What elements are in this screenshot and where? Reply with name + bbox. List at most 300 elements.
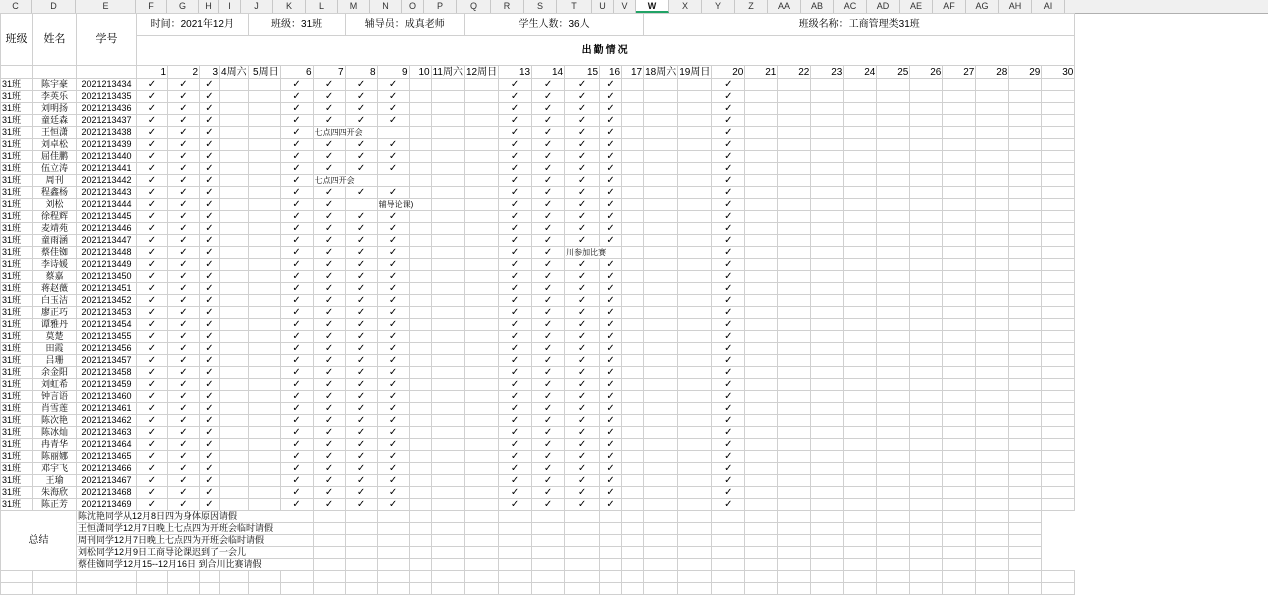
cell-name[interactable]: 冉青华 <box>33 439 77 451</box>
column-header-q[interactable]: Q <box>457 0 491 13</box>
empty-cell[interactable] <box>877 511 910 523</box>
cell-day-4[interactable] <box>220 331 249 343</box>
cell-day-15[interactable]: ✓ <box>565 487 600 499</box>
cell-day-19[interactable] <box>678 235 712 247</box>
cell-day-16[interactable]: ✓ <box>600 319 622 331</box>
cell-day-8[interactable]: ✓ <box>345 283 377 295</box>
cell-day-21[interactable] <box>745 475 778 487</box>
cell-day-20[interactable]: ✓ <box>712 379 745 391</box>
cell-day-1[interactable]: ✓ <box>137 259 168 271</box>
cell-day-17[interactable] <box>622 79 644 91</box>
cell-day-19[interactable] <box>678 415 712 427</box>
cell-day-1[interactable]: ✓ <box>137 451 168 463</box>
cell-day-3[interactable]: ✓ <box>200 307 220 319</box>
cell-id[interactable]: 2021213463 <box>77 427 137 439</box>
cell-day-23[interactable] <box>811 475 844 487</box>
cell-class[interactable]: 31班 <box>1 475 33 487</box>
empty-cell[interactable] <box>844 535 877 547</box>
cell-day-14[interactable]: ✓ <box>532 211 565 223</box>
cell-day-25[interactable] <box>877 475 910 487</box>
cell-day-24[interactable] <box>844 319 877 331</box>
cell-day-4[interactable] <box>220 271 249 283</box>
cell-day-10[interactable] <box>409 163 431 175</box>
cell-day-30[interactable] <box>1042 187 1075 199</box>
day-header-12[interactable]: 12周日 <box>465 66 498 78</box>
cell-day-13[interactable]: ✓ <box>499 367 532 379</box>
table-row[interactable] <box>1 175 1075 187</box>
cell-day-3[interactable]: ✓ <box>200 499 220 511</box>
empty-cell[interactable] <box>644 535 678 547</box>
cell-day-2[interactable]: ✓ <box>168 391 200 403</box>
cell-day-17[interactable] <box>622 439 644 451</box>
cell-day-14[interactable]: ✓ <box>532 403 565 415</box>
cell-name[interactable]: 王恒潇 <box>33 127 77 139</box>
cell-day-28[interactable] <box>976 499 1009 511</box>
cell-day-8[interactable]: ✓ <box>345 139 377 151</box>
cell-day-5[interactable] <box>248 487 280 499</box>
cell-day-14[interactable]: ✓ <box>532 487 565 499</box>
cell-day-23[interactable] <box>811 415 844 427</box>
empty-cell[interactable] <box>565 523 600 535</box>
cell-day-26[interactable] <box>910 151 943 163</box>
cell-day-14[interactable]: ✓ <box>532 187 565 199</box>
cell-day-30[interactable] <box>1042 391 1075 403</box>
cell-day-24[interactable] <box>844 259 877 271</box>
cell-day-29[interactable] <box>1009 247 1042 259</box>
cell-day-24[interactable] <box>844 403 877 415</box>
cell-day-7[interactable]: ✓ <box>313 199 345 211</box>
cell-note[interactable]: 七点四开会 <box>313 175 377 187</box>
cell-name[interactable]: 田霞 <box>33 343 77 355</box>
cell-day-29[interactable] <box>1009 451 1042 463</box>
cell-day-6[interactable]: ✓ <box>280 163 313 175</box>
cell-day-2[interactable]: ✓ <box>168 151 200 163</box>
cell-day-14[interactable]: ✓ <box>532 91 565 103</box>
cell-day-7[interactable]: ✓ <box>313 331 345 343</box>
column-header-g[interactable]: G <box>167 0 199 13</box>
cell-id[interactable]: 2021213466 <box>77 463 137 475</box>
empty-cell[interactable] <box>778 547 811 559</box>
cell-day-2[interactable]: ✓ <box>168 175 200 187</box>
column-header-s[interactable]: S <box>524 0 557 13</box>
cell-day-23[interactable] <box>811 259 844 271</box>
cell-day-8[interactable]: ✓ <box>345 343 377 355</box>
table-row[interactable] <box>1 187 1075 199</box>
cell-day-2[interactable]: ✓ <box>168 331 200 343</box>
cell-day-29[interactable] <box>1009 115 1042 127</box>
summary-row[interactable] <box>1 559 1075 571</box>
cell-day-26[interactable] <box>910 319 943 331</box>
cell-day-17[interactable] <box>622 307 644 319</box>
empty-cell[interactable] <box>280 571 313 583</box>
cell-day-29[interactable] <box>1009 367 1042 379</box>
cell-day-5[interactable] <box>248 187 280 199</box>
cell-day-10[interactable] <box>409 271 431 283</box>
empty-cell[interactable] <box>745 523 778 535</box>
cell-day-12[interactable] <box>464 271 498 283</box>
cell-day-1[interactable]: ✓ <box>137 463 168 475</box>
header-name-col[interactable]: 姓名 <box>33 14 77 66</box>
cell-day-9[interactable]: ✓ <box>377 427 409 439</box>
cell-day-16[interactable]: ✓ <box>600 139 622 151</box>
empty-cell[interactable] <box>345 571 377 583</box>
cell-day-25[interactable] <box>877 427 910 439</box>
cell-day-4[interactable] <box>220 463 249 475</box>
cell-day-7[interactable]: ✓ <box>313 235 345 247</box>
cell-day-25[interactable] <box>877 91 910 103</box>
cell-day-10[interactable] <box>409 463 431 475</box>
cell-day-29[interactable] <box>1009 499 1042 511</box>
cell-day-29[interactable] <box>1009 91 1042 103</box>
cell-day-3[interactable]: ✓ <box>200 211 220 223</box>
column-header-n[interactable]: N <box>370 0 402 13</box>
cell-day-9[interactable] <box>377 175 409 187</box>
table-row[interactable] <box>1 427 1075 439</box>
cell-day-27[interactable] <box>943 415 976 427</box>
cell-day-13[interactable]: ✓ <box>499 427 532 439</box>
cell-day-7[interactable]: ✓ <box>313 307 345 319</box>
cell-day-12[interactable] <box>464 331 498 343</box>
cell-day-30[interactable] <box>1042 91 1075 103</box>
cell-day-11[interactable] <box>431 103 464 115</box>
cell-day-1[interactable]: ✓ <box>137 379 168 391</box>
cell-day-14[interactable]: ✓ <box>532 319 565 331</box>
cell-day-16[interactable]: ✓ <box>600 463 622 475</box>
empty-cell[interactable] <box>678 547 712 559</box>
day-header-11[interactable]: 11周六 <box>432 66 463 78</box>
empty-cell[interactable] <box>532 547 565 559</box>
cell-day-15[interactable]: ✓ <box>565 151 600 163</box>
cell-day-20[interactable]: ✓ <box>712 175 745 187</box>
cell-id[interactable]: 2021213468 <box>77 487 137 499</box>
empty-cell[interactable] <box>622 571 644 583</box>
empty-cell[interactable] <box>712 523 745 535</box>
cell-class[interactable]: 31班 <box>1 127 33 139</box>
cell-day-21[interactable] <box>745 103 778 115</box>
cell-day-27[interactable] <box>943 307 976 319</box>
cell-day-28[interactable] <box>976 187 1009 199</box>
empty-cell[interactable] <box>220 571 249 583</box>
cell-day-25[interactable] <box>877 151 910 163</box>
day-header-16[interactable]: 16 <box>600 66 622 79</box>
cell-day-25[interactable] <box>877 247 910 259</box>
cell-day-11[interactable] <box>431 463 464 475</box>
cell-name[interactable]: 钟言语 <box>33 391 77 403</box>
cell-class[interactable]: 31班 <box>1 463 33 475</box>
cell-day-1[interactable]: ✓ <box>137 247 168 259</box>
cell-id[interactable]: 2021213469 <box>77 499 137 511</box>
cell-day-3[interactable]: ✓ <box>200 139 220 151</box>
cell-day-25[interactable] <box>877 115 910 127</box>
cell-day-7[interactable]: ✓ <box>313 151 345 163</box>
cell-day-13[interactable]: ✓ <box>499 343 532 355</box>
empty-cell[interactable] <box>377 571 409 583</box>
cell-day-21[interactable] <box>745 427 778 439</box>
cell-day-8[interactable]: ✓ <box>345 379 377 391</box>
cell-day-24[interactable] <box>844 451 877 463</box>
cell-day-5[interactable] <box>248 175 280 187</box>
cell-class[interactable]: 31班 <box>1 487 33 499</box>
cell-day-29[interactable] <box>1009 151 1042 163</box>
cell-day-3[interactable]: ✓ <box>200 163 220 175</box>
empty-cell[interactable] <box>600 535 622 547</box>
cell-day-22[interactable] <box>778 115 811 127</box>
empty-cell[interactable] <box>976 511 1009 523</box>
cell-day-21[interactable] <box>745 271 778 283</box>
cell-day-26[interactable] <box>910 283 943 295</box>
cell-day-26[interactable] <box>910 331 943 343</box>
empty-cell[interactable] <box>745 547 778 559</box>
cell-day-30[interactable] <box>1042 403 1075 415</box>
cell-day-23[interactable] <box>811 175 844 187</box>
cell-day-17[interactable] <box>622 259 644 271</box>
cell-day-28[interactable] <box>976 379 1009 391</box>
cell-class[interactable]: 31班 <box>1 199 33 211</box>
cell-day-12[interactable] <box>464 235 498 247</box>
cell-day-18[interactable] <box>644 175 678 187</box>
cell-day-1[interactable]: ✓ <box>137 391 168 403</box>
cell-day-12[interactable] <box>464 199 498 211</box>
column-header-u[interactable]: U <box>592 0 614 13</box>
cell-day-3[interactable]: ✓ <box>200 439 220 451</box>
cell-class[interactable]: 31班 <box>1 151 33 163</box>
cell-day-1[interactable]: ✓ <box>137 151 168 163</box>
cell-day-4[interactable] <box>220 127 249 139</box>
cell-day-9[interactable]: ✓ <box>377 463 409 475</box>
cell-day-12[interactable] <box>464 127 498 139</box>
cell-day-18[interactable] <box>644 391 678 403</box>
cell-day-21[interactable] <box>745 355 778 367</box>
empty-cell[interactable] <box>600 583 622 595</box>
cell-day-15[interactable]: ✓ <box>565 439 600 451</box>
cell-day-15[interactable]: ✓ <box>565 475 600 487</box>
cell-day-3[interactable]: ✓ <box>200 247 220 259</box>
cell-day-21[interactable] <box>745 151 778 163</box>
empty-cell[interactable] <box>377 559 409 571</box>
day-header-5[interactable]: 5周日 <box>248 66 280 79</box>
cell-day-4[interactable] <box>220 439 249 451</box>
cell-day-20[interactable]: ✓ <box>712 331 745 343</box>
cell-day-13[interactable]: ✓ <box>499 379 532 391</box>
cell-day-27[interactable] <box>943 319 976 331</box>
cell-day-1[interactable]: ✓ <box>137 283 168 295</box>
cell-day-3[interactable]: ✓ <box>200 391 220 403</box>
cell-day-5[interactable] <box>248 439 280 451</box>
cell-day-5[interactable] <box>248 223 280 235</box>
cell-class[interactable]: 31班 <box>1 91 33 103</box>
cell-id[interactable]: 2021213450 <box>77 271 137 283</box>
cell-day-24[interactable] <box>844 367 877 379</box>
cell-day-21[interactable] <box>745 451 778 463</box>
cell-day-21[interactable] <box>745 235 778 247</box>
cell-day-20[interactable]: ✓ <box>712 487 745 499</box>
cell-id[interactable]: 2021213440 <box>77 151 137 163</box>
cell-day-4[interactable] <box>220 355 249 367</box>
cell-day-11[interactable] <box>431 115 464 127</box>
cell-day-28[interactable] <box>976 199 1009 211</box>
cell-day-26[interactable] <box>910 187 943 199</box>
cell-day-27[interactable] <box>943 343 976 355</box>
cell-day-2[interactable]: ✓ <box>168 223 200 235</box>
cell-day-1[interactable]: ✓ <box>137 127 168 139</box>
cell-day-19[interactable] <box>678 307 712 319</box>
cell-day-8[interactable]: ✓ <box>345 151 377 163</box>
cell-day-26[interactable] <box>910 415 943 427</box>
cell-day-12[interactable] <box>464 151 498 163</box>
cell-day-23[interactable] <box>811 79 844 91</box>
empty-cell[interactable] <box>678 583 712 595</box>
empty-cell[interactable] <box>532 571 565 583</box>
cell-day-21[interactable] <box>745 295 778 307</box>
empty-cell[interactable] <box>532 559 565 571</box>
cell-day-10[interactable] <box>409 79 431 91</box>
empty-cell[interactable] <box>622 511 644 523</box>
cell-day-13[interactable]: ✓ <box>499 103 532 115</box>
cell-day-29[interactable] <box>1009 331 1042 343</box>
cell-day-5[interactable] <box>248 319 280 331</box>
cell-day-4[interactable] <box>220 415 249 427</box>
cell-day-15[interactable]: ✓ <box>565 235 600 247</box>
cell-day-3[interactable]: ✓ <box>200 235 220 247</box>
cell-day-20[interactable]: ✓ <box>712 283 745 295</box>
cell-id[interactable]: 2021213434 <box>77 79 137 91</box>
cell-day-15[interactable]: ✓ <box>565 451 600 463</box>
cell-day-18[interactable] <box>644 295 678 307</box>
cell-day-11[interactable] <box>431 295 464 307</box>
cell-day-19[interactable] <box>678 475 712 487</box>
cell-day-30[interactable] <box>1042 79 1075 91</box>
cell-day-24[interactable] <box>844 271 877 283</box>
cell-day-21[interactable] <box>745 175 778 187</box>
cell-day-13[interactable]: ✓ <box>499 187 532 199</box>
cell-day-8[interactable]: ✓ <box>345 499 377 511</box>
cell-day-7[interactable]: ✓ <box>313 295 345 307</box>
cell-day-24[interactable] <box>844 199 877 211</box>
cell-day-23[interactable] <box>811 403 844 415</box>
day-header-14[interactable]: 14 <box>532 66 565 79</box>
cell-day-19[interactable] <box>678 487 712 499</box>
cell-day-20[interactable]: ✓ <box>712 259 745 271</box>
cell-day-5[interactable] <box>248 379 280 391</box>
cell-day-4[interactable] <box>220 403 249 415</box>
cell-day-11[interactable] <box>431 307 464 319</box>
empty-cell[interactable] <box>778 523 811 535</box>
cell-day-18[interactable] <box>644 331 678 343</box>
cell-day-19[interactable] <box>678 355 712 367</box>
cell-day-18[interactable] <box>644 475 678 487</box>
cell-day-28[interactable] <box>976 259 1009 271</box>
empty-cell[interactable] <box>1009 559 1042 571</box>
empty-cell[interactable] <box>499 571 532 583</box>
cell-day-7[interactable]: ✓ <box>313 451 345 463</box>
cell-day-5[interactable] <box>248 79 280 91</box>
cell-id[interactable]: 2021213437 <box>77 115 137 127</box>
cell-day-26[interactable] <box>910 355 943 367</box>
cell-day-17[interactable] <box>622 139 644 151</box>
cell-day-13[interactable]: ✓ <box>499 115 532 127</box>
cell-day-5[interactable] <box>248 259 280 271</box>
cell-id[interactable]: 2021213446 <box>77 223 137 235</box>
cell-day-25[interactable] <box>877 487 910 499</box>
cell-name[interactable]: 朱海欣 <box>33 487 77 499</box>
cell-day-24[interactable] <box>844 295 877 307</box>
cell-day-6[interactable]: ✓ <box>280 283 313 295</box>
cell-day-2[interactable]: ✓ <box>168 379 200 391</box>
summary-line-1[interactable]: 陈沈艳同学从12月8日四为身体原因请假 <box>77 511 314 523</box>
cell-day-17[interactable] <box>622 295 644 307</box>
empty-cell[interactable] <box>280 583 313 595</box>
table-row[interactable] <box>1 343 1075 355</box>
cell-note[interactable]: 七点四四开会 <box>313 127 377 139</box>
cell-day-13[interactable]: ✓ <box>499 451 532 463</box>
cell-day-18[interactable] <box>644 199 678 211</box>
cell-day-29[interactable] <box>1009 163 1042 175</box>
cell-day-13[interactable]: ✓ <box>499 403 532 415</box>
empty-cell[interactable] <box>1042 571 1075 583</box>
cell-day-4[interactable] <box>220 307 249 319</box>
cell-day-9[interactable]: ✓ <box>377 343 409 355</box>
empty-cell[interactable] <box>313 571 345 583</box>
cell-day-26[interactable] <box>910 475 943 487</box>
cell-id[interactable]: 2021213443 <box>77 187 137 199</box>
column-header-o[interactable]: O <box>402 0 424 13</box>
empty-cell[interactable] <box>532 511 565 523</box>
cell-day-16[interactable]: ✓ <box>600 367 622 379</box>
cell-day-21[interactable] <box>745 367 778 379</box>
cell-day-27[interactable] <box>943 451 976 463</box>
cell-day-3[interactable]: ✓ <box>200 295 220 307</box>
cell-day-26[interactable] <box>910 91 943 103</box>
empty-cell[interactable] <box>77 583 137 595</box>
cell-day-2[interactable]: ✓ <box>168 487 200 499</box>
cell-day-3[interactable]: ✓ <box>200 223 220 235</box>
cell-day-7[interactable]: ✓ <box>313 319 345 331</box>
cell-day-22[interactable] <box>778 259 811 271</box>
cell-day-22[interactable] <box>778 451 811 463</box>
empty-cell[interactable] <box>910 511 943 523</box>
cell-day-30[interactable] <box>1042 283 1075 295</box>
cell-day-27[interactable] <box>943 355 976 367</box>
table-row[interactable] <box>1 259 1075 271</box>
cell-day-28[interactable] <box>976 451 1009 463</box>
empty-cell[interactable] <box>377 583 409 595</box>
cell-day-11[interactable] <box>431 451 464 463</box>
cell-day-15[interactable]: ✓ <box>565 139 600 151</box>
cell-day-18[interactable] <box>644 247 678 259</box>
empty-cell[interactable] <box>976 535 1009 547</box>
cell-day-12[interactable] <box>464 223 498 235</box>
empty-cell[interactable] <box>409 535 431 547</box>
empty-cell[interactable] <box>409 523 431 535</box>
cell-day-26[interactable] <box>910 463 943 475</box>
cell-day-20[interactable]: ✓ <box>712 403 745 415</box>
cell-day-13[interactable]: ✓ <box>499 331 532 343</box>
cell-name[interactable]: 刘虹希 <box>33 379 77 391</box>
empty-cell[interactable] <box>313 511 345 523</box>
cell-day-2[interactable]: ✓ <box>168 475 200 487</box>
empty-cell[interactable] <box>431 571 464 583</box>
cell-day-12[interactable] <box>464 391 498 403</box>
cell-day-30[interactable] <box>1042 427 1075 439</box>
cell-day-11[interactable] <box>431 187 464 199</box>
cell-day-2[interactable]: ✓ <box>168 283 200 295</box>
cell-day-18[interactable] <box>644 499 678 511</box>
empty-cell[interactable] <box>644 571 678 583</box>
cell-day-14[interactable]: ✓ <box>532 331 565 343</box>
cell-day-3[interactable]: ✓ <box>200 91 220 103</box>
cell-day-12[interactable] <box>464 319 498 331</box>
cell-day-26[interactable] <box>910 79 943 91</box>
